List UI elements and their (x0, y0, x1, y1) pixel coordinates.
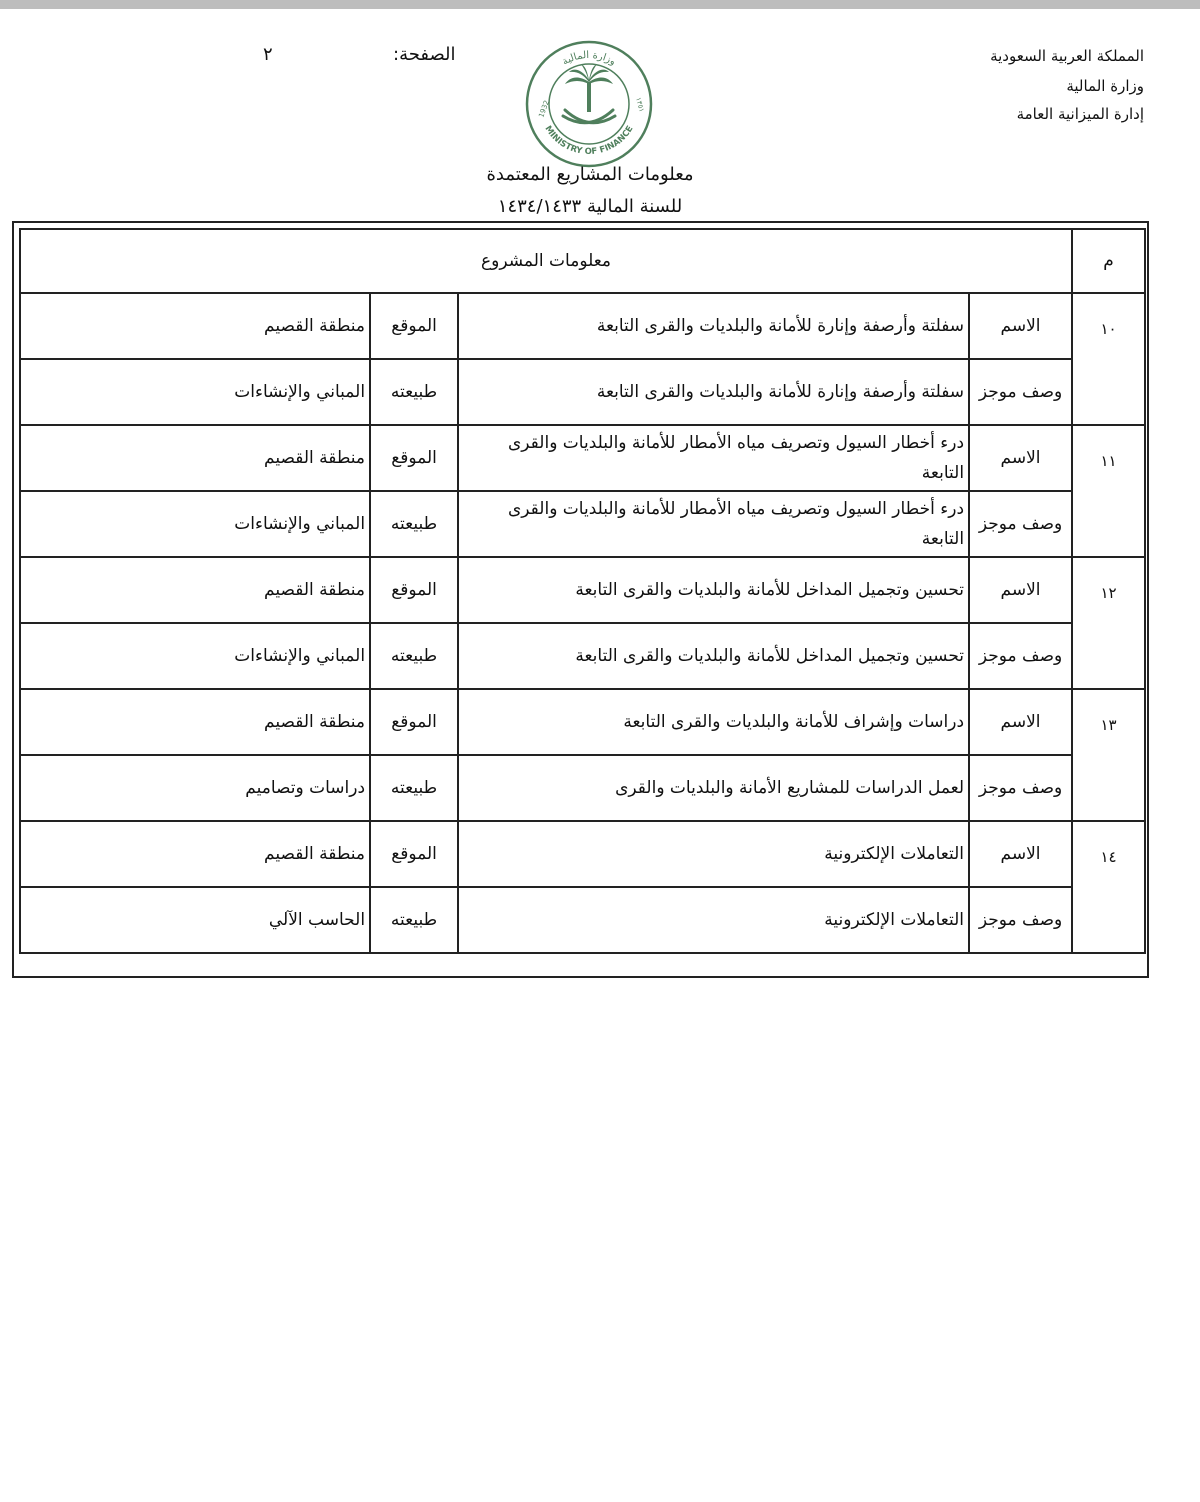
name-label: الاسم (969, 557, 1072, 623)
top-bar (0, 0, 1200, 9)
description-label: وصف موجز (969, 623, 1072, 689)
project-type: دراسات وتصاميم (20, 755, 370, 821)
project-number: ١٤ (1072, 821, 1145, 953)
project-number: ١٣ (1072, 689, 1145, 821)
project-name: تحسين وتجميل المداخل للأمانة والبلديات والقرى التابعة (458, 557, 969, 623)
description-label: وصف موجز (969, 755, 1072, 821)
project-description: تحسين وتجميل المداخل للأمانة والبلديات والقرى التابعة (458, 623, 969, 689)
project-type: المباني والإنشاءات (20, 623, 370, 689)
location-label: الموقع (370, 821, 458, 887)
location-label: الموقع (370, 293, 458, 359)
location-label: الموقع (370, 557, 458, 623)
description-label: وصف موجز (969, 491, 1072, 557)
svg-text:وزارة المالية (561, 50, 618, 68)
document-subtitle: للسنة المالية ١٤٣٤/١٤٣٣ (497, 196, 683, 217)
table-row (20, 821, 1145, 887)
project-location: منطقة القصيم (20, 293, 370, 359)
table-row (20, 557, 1145, 623)
project-type: المباني والإنشاءات (20, 359, 370, 425)
project-location: منطقة القصيم (20, 557, 370, 623)
name-label: الاسم (969, 425, 1072, 491)
project-description: سفلتة وأرصفة وإنارة للأمانة والبلديات والقرى التابعة (458, 359, 969, 425)
page-label: الصفحة: (393, 44, 456, 65)
table-row (20, 491, 1145, 557)
project-location: منطقة القصيم (20, 821, 370, 887)
department-name: إدارة الميزانية العامة (1016, 105, 1144, 123)
description-label: وصف موجز (969, 887, 1072, 953)
name-label: الاسم (969, 821, 1072, 887)
project-description: لعمل الدراسات للمشاريع الأمانة والبلديات والقرى (458, 755, 969, 821)
header-project-info: معلومات المشروع (20, 229, 1072, 293)
projects-table (19, 228, 1146, 954)
ministry-seal-logo (525, 40, 653, 168)
project-name: دراسات وإشراف للأمانة والبلديات والقرى التابعة (458, 689, 969, 755)
seal-year-left: 1932 (537, 99, 551, 119)
type-label: طبيعته (370, 491, 458, 557)
table-row (20, 887, 1145, 953)
type-label: طبيعته (370, 623, 458, 689)
issuer-block (904, 42, 1144, 128)
name-label: الاسم (969, 293, 1072, 359)
location-label: الموقع (370, 425, 458, 491)
seal-english-text: MINISTRY OF FINANCE (542, 124, 636, 158)
project-name: سفلتة وأرصفة وإنارة للأمانة والبلديات والقرى التابعة (458, 293, 969, 359)
type-label: طبيعته (370, 887, 458, 953)
project-description: التعاملات الإلكترونية (458, 887, 969, 953)
table-row (20, 359, 1145, 425)
type-label: طبيعته (370, 755, 458, 821)
project-location: منطقة القصيم (20, 689, 370, 755)
project-description: درء أخطار السيول وتصريف مياه الأمطار للأمانة والبلديات والقرى التابعة (458, 491, 969, 557)
project-number: ١٢ (1072, 557, 1145, 689)
table-row (20, 425, 1145, 491)
seal-year-right: ١٣٥١ (634, 96, 646, 114)
project-type: الحاسب الآلي (20, 887, 370, 953)
table-row (20, 293, 1145, 359)
page-number: ٢ (263, 44, 273, 65)
project-name: التعاملات الإلكترونية (458, 821, 969, 887)
document-title: معلومات المشاريع المعتمدة (486, 164, 694, 185)
table-header-row (20, 229, 1145, 293)
kingdom-name: المملكة العربية السعودية (990, 47, 1144, 65)
project-number: ١٠ (1072, 293, 1145, 425)
project-location: منطقة القصيم (20, 425, 370, 491)
project-type: المباني والإنشاءات (20, 491, 370, 557)
description-label: وصف موجز (969, 359, 1072, 425)
table-row (20, 689, 1145, 755)
project-number: ١١ (1072, 425, 1145, 557)
ministry-name: وزارة المالية (1066, 77, 1144, 95)
header-m: م (1072, 229, 1145, 293)
svg-text:MINISTRY OF FINANCE (542, 124, 635, 157)
type-label: طبيعته (370, 359, 458, 425)
table-row (20, 623, 1145, 689)
name-label: الاسم (969, 689, 1072, 755)
project-name: درء أخطار السيول وتصريف مياه الأمطار للأمانة والبلديات والقرى التابعة (458, 425, 969, 491)
table-row (20, 755, 1145, 821)
seal-arabic-text: وزارة المالية (560, 49, 618, 68)
palm-icon (565, 64, 613, 112)
location-label: الموقع (370, 689, 458, 755)
